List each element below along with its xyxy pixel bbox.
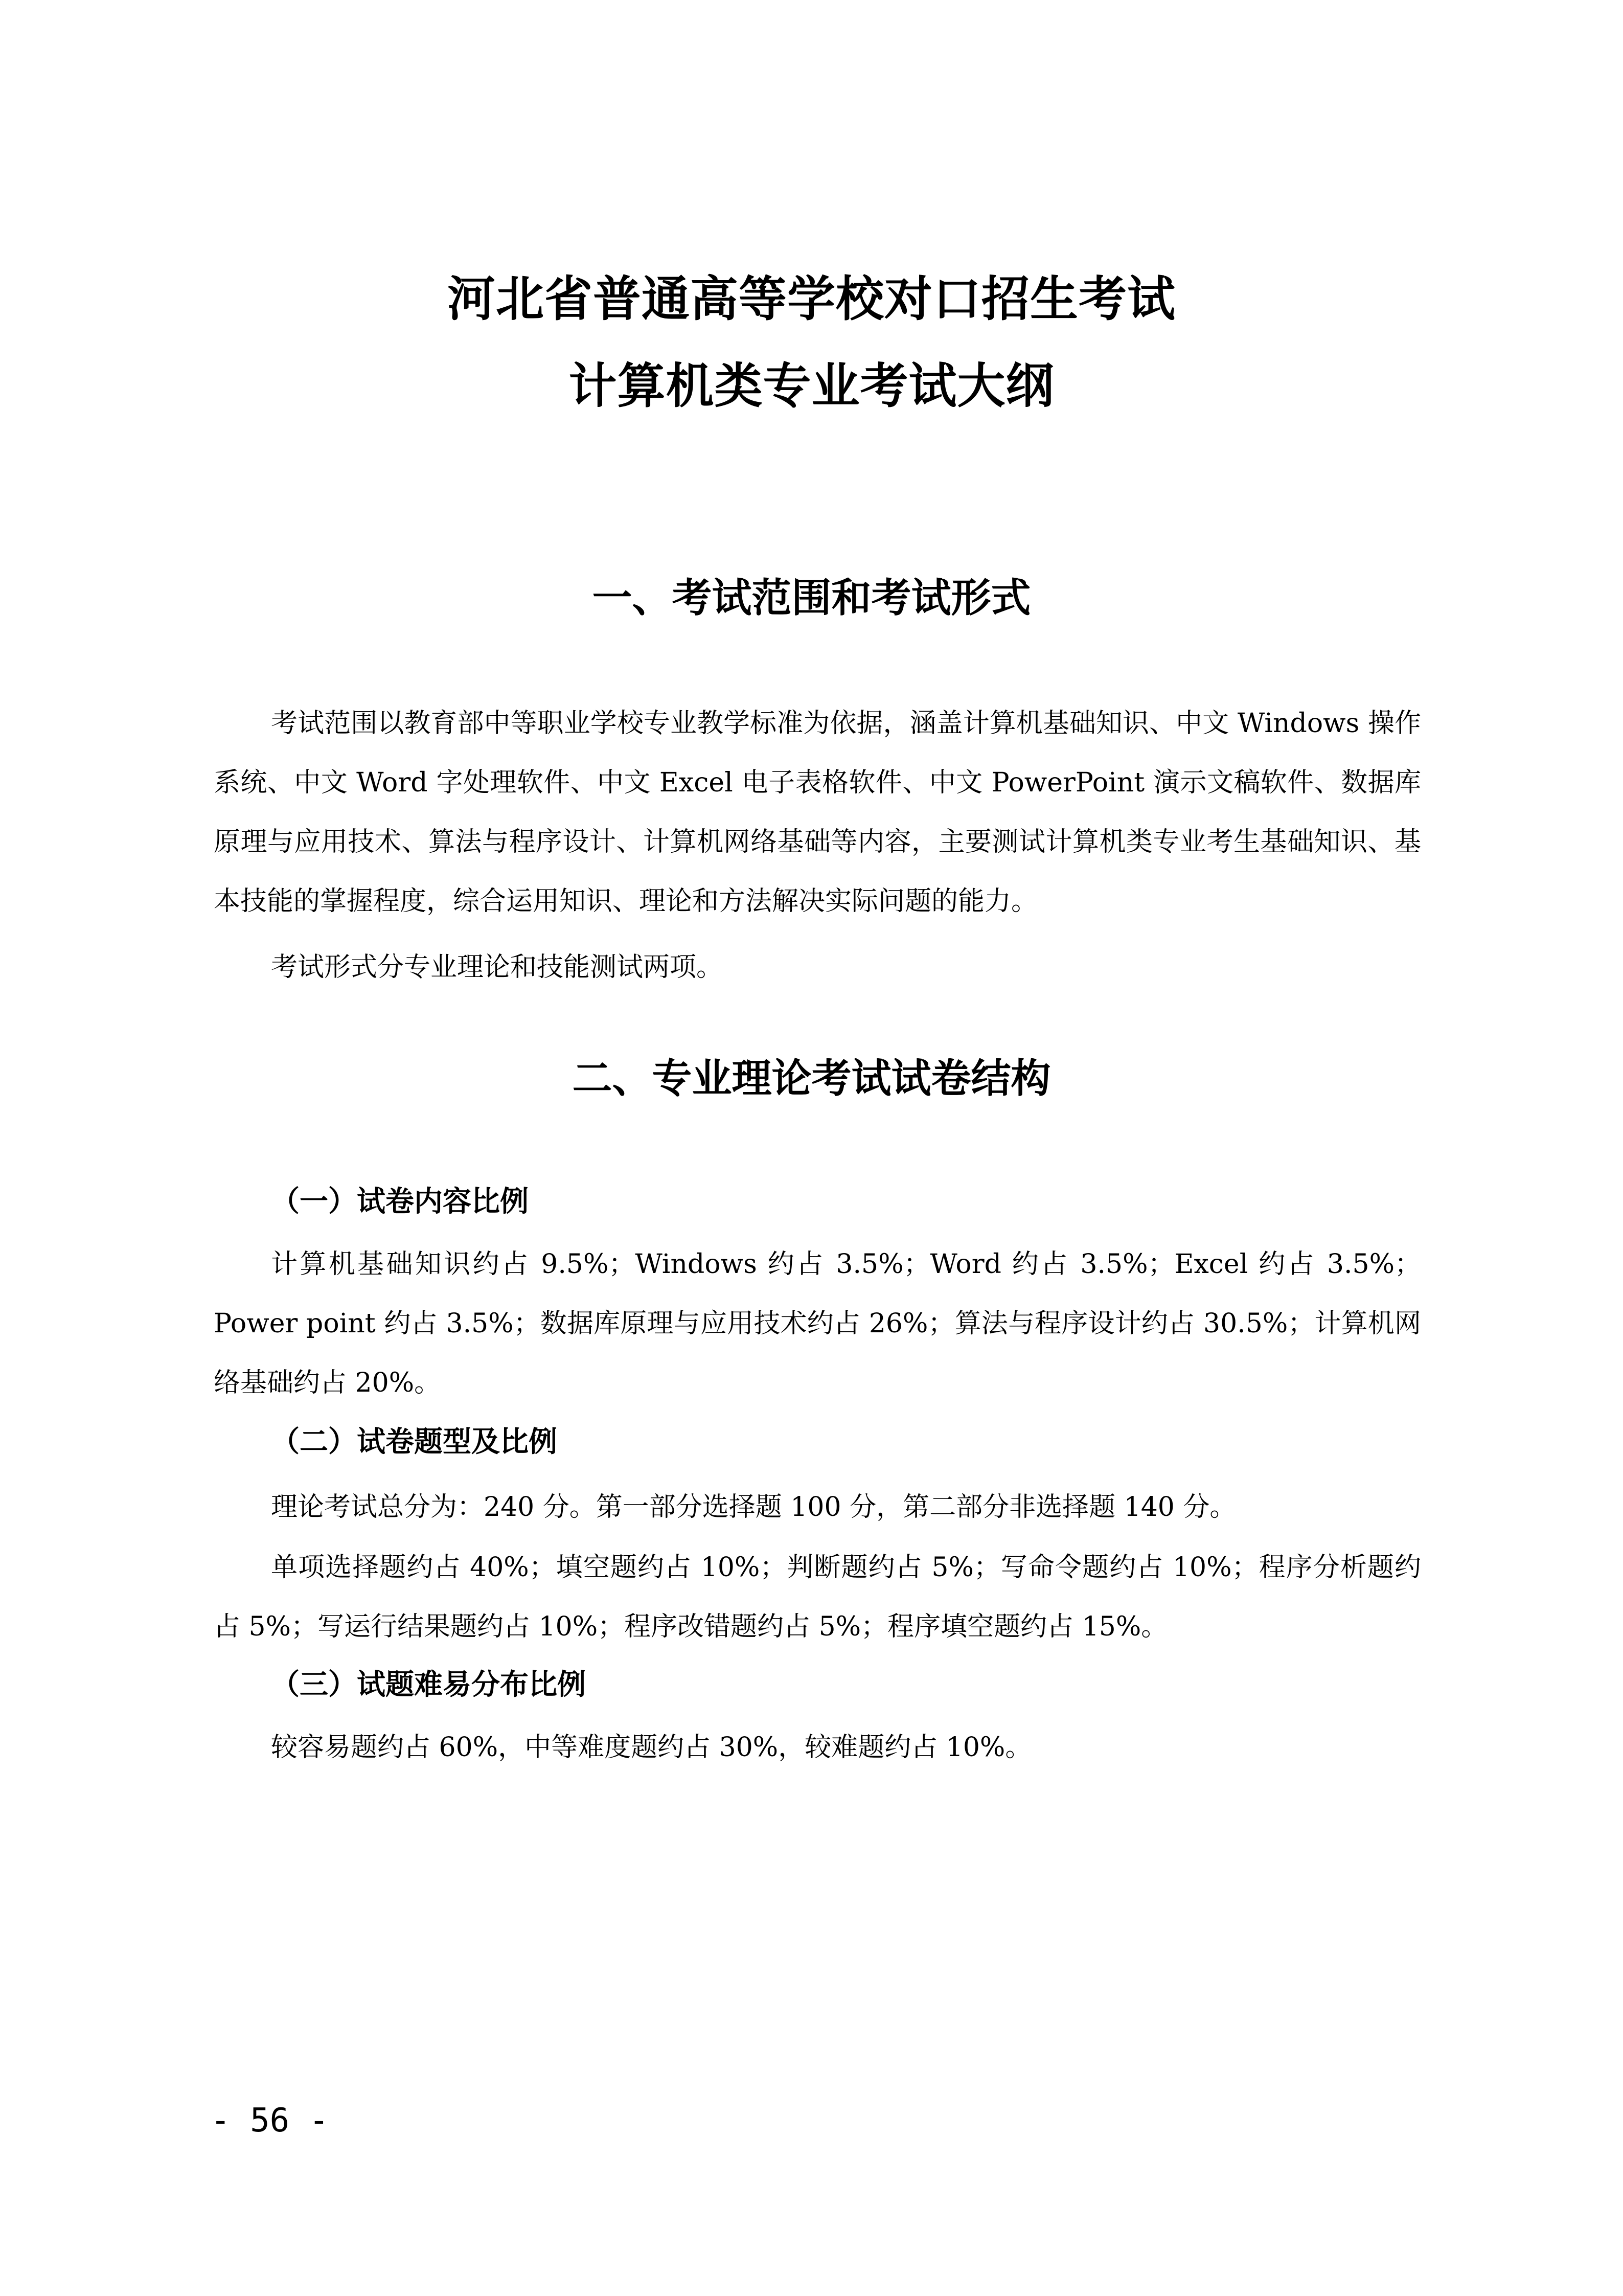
document-title-line-1: 河北省普通高等学校对口招生考试	[447, 271, 1176, 327]
section-heading-paper-structure: 二、专业理论考试试卷结构	[572, 1055, 1051, 1102]
page-number: - 56 -	[211, 2102, 329, 2140]
subheading-question-types: （二）试卷题型及比例	[271, 1425, 557, 1459]
paragraph-total-score: 理论考试总分为：240 分。第一部分选择题 100 分，第二部分非选择题 140 分。	[271, 1492, 1237, 1522]
section-heading-exam-scope: 一、考试范围和考试形式	[592, 575, 1031, 621]
paragraph-exam-form: 考试形式分专业理论和技能测试两项。	[271, 952, 723, 983]
paragraph-difficulty-ratio: 较容易题约占 60%，中等难度题约占 30%，较难题约占 10%。	[271, 1732, 1032, 1763]
subheading-difficulty-distribution: （三）试题难易分布比例	[271, 1668, 586, 1701]
document-title-line-2: 计算机类专业考试大纲	[568, 358, 1055, 414]
paragraph-exam-scope: 考试范围以教育部中等职业学校专业教学标准为依据，涵盖计算机基础知识、中文 Windows 操作系统、中文 Word 字处理软件、中文 Excel 电子表格软件、中文 PowerPoint 演示文稿软件、数据库原理与应用技术、算法与程序设计、计算机网络基础等内容，主要测试计算机类专业考生基础知识、基本技能的掌握程度，综合运用知识、理论和方法解决实际问题的能力。	[214, 708, 1421, 917]
paragraph-question-type-ratio: 单项选择题约占 40%；填空题约占 10%；判断题约占 5%；写命令题约占 10%；程序分析题约占 5%；写运行结果题约占 10%；程序改错题约占 5%；程序填空题约占 15%。	[214, 1552, 1421, 1642]
subheading-content-ratio: （一）试卷内容比例	[271, 1185, 529, 1218]
paragraph-content-ratio: 计算机基础知识约占 9.5%；Windows 约占 3.5%；Word 约占 3.5%；Excel 约占 3.5%；Power point 约占 3.5%；数据库原理与应用技术约占 26%；算法与程序设计约占 30.5%；计算机网络基础约占 20%。	[214, 1249, 1421, 1398]
